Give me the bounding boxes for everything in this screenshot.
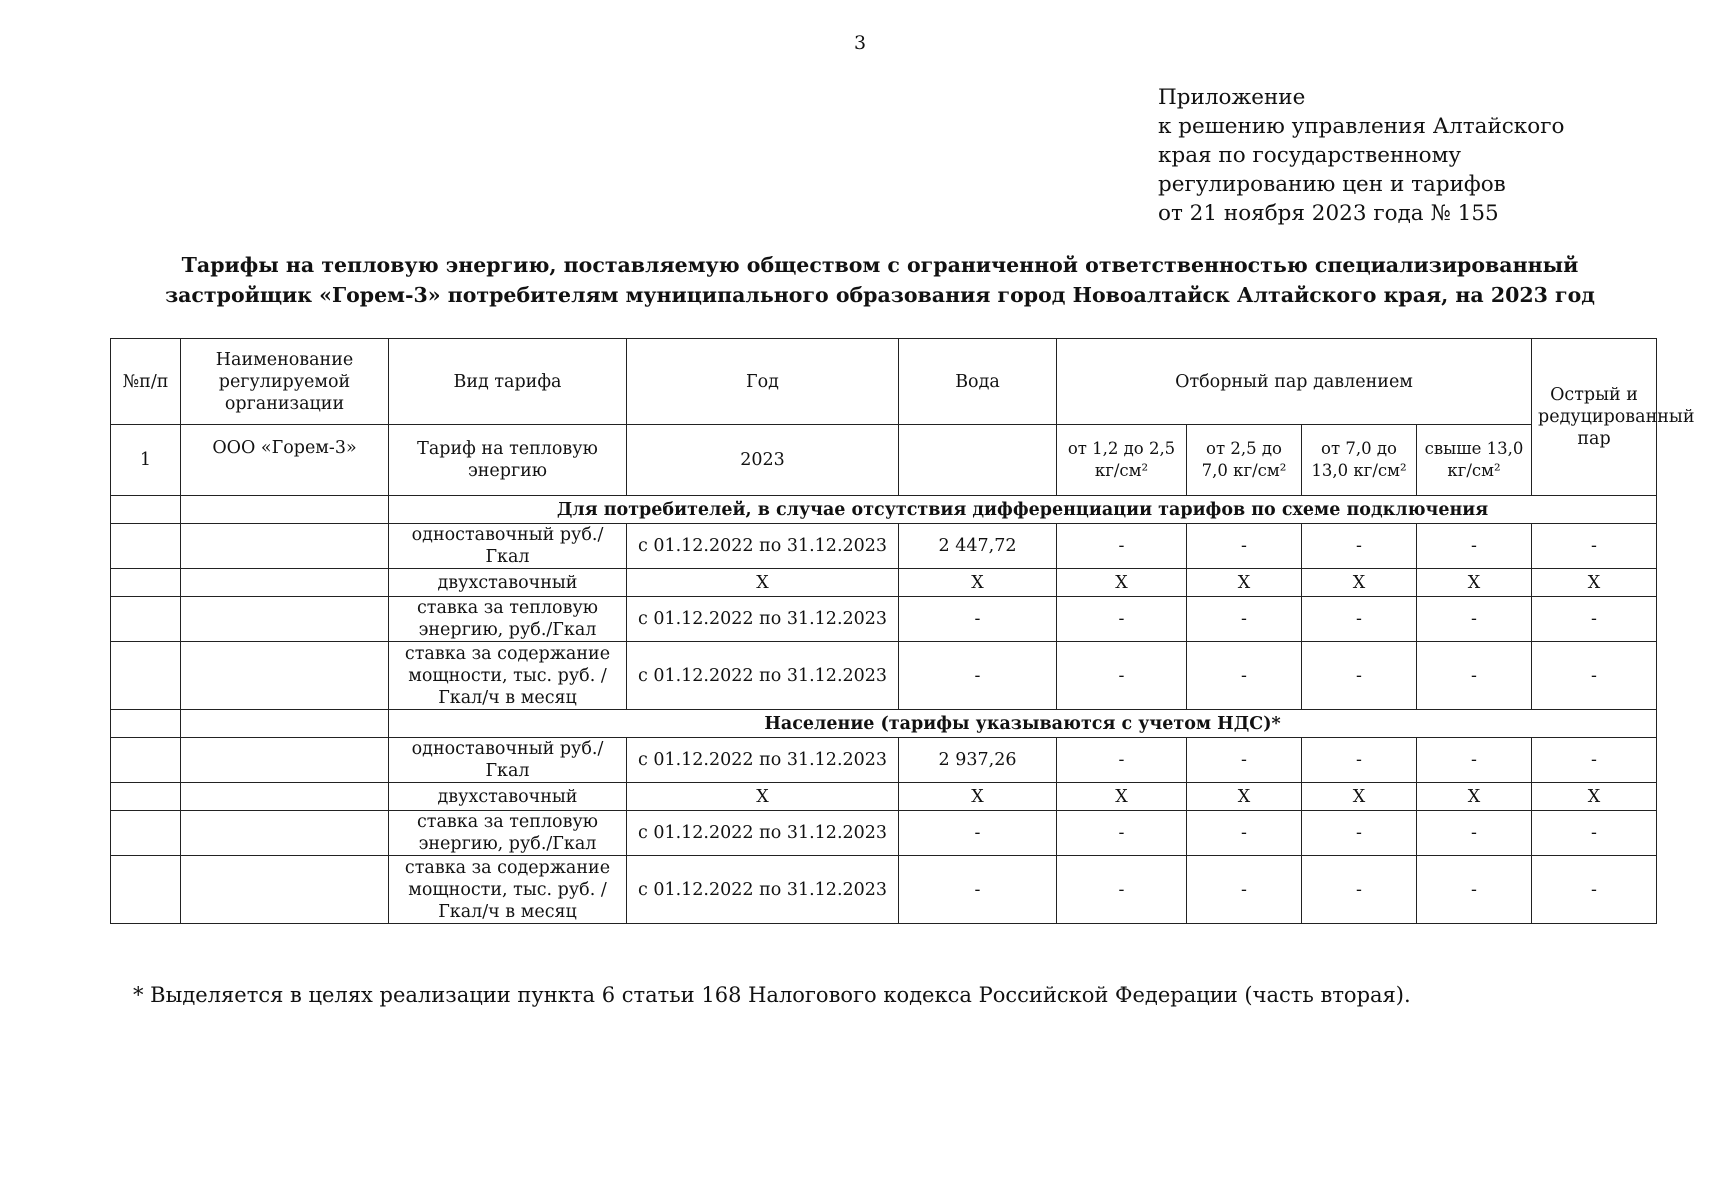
value-cell-s4: - — [1417, 738, 1532, 783]
empty-cell — [181, 811, 389, 856]
header-steam: Отборный пар давлением — [1057, 339, 1532, 425]
empty-cell — [111, 856, 181, 924]
table-row — [111, 783, 1657, 811]
header-steam-1: от 1,2 до 2,5 кг/см² — [1057, 425, 1187, 496]
org-row — [111, 425, 1657, 496]
value-cell-s2: - — [1187, 738, 1302, 783]
value-cell-water: - — [899, 811, 1057, 856]
value-cell-acute: - — [1532, 738, 1657, 783]
value-cell-period: X — [627, 569, 899, 597]
value-cell-water: - — [899, 856, 1057, 924]
empty-cell — [181, 642, 389, 710]
section-title: Для потребителей, в случае отсутствия дифференциации тарифов по схеме подключения — [389, 496, 1657, 524]
value-cell-acute: - — [1532, 524, 1657, 569]
empty-cell — [181, 597, 389, 642]
appendix-line: к решению управления Алтайского — [1158, 114, 1565, 139]
header-row — [111, 339, 1657, 425]
tariff-table — [110, 338, 1695, 924]
value-cell-period: с 01.12.2022 по 31.12.2023 — [627, 642, 899, 710]
sections-body — [111, 496, 1657, 924]
header-tariff-type: Вид тарифа — [389, 339, 627, 425]
header-num: №п/п — [111, 339, 181, 425]
value-cell-s3: - — [1302, 642, 1417, 710]
tariff-type-cell: одноставочный руб./Гкал — [389, 524, 627, 569]
value-cell-acute: - — [1532, 597, 1657, 642]
org-year: 2023 — [627, 425, 899, 496]
value-cell-water: - — [899, 642, 1057, 710]
value-cell-acute: X — [1532, 569, 1657, 597]
value-cell-s3: - — [1302, 856, 1417, 924]
empty-cell — [111, 783, 181, 811]
value-cell-period: с 01.12.2022 по 31.12.2023 — [627, 524, 899, 569]
value-cell-water: 2 447,72 — [899, 524, 1057, 569]
footnote: * Выделяется в целях реализации пункта 6 статьи 168 Налогового кодекса Российской Федерации (часть вторая). — [133, 983, 1411, 1007]
empty-cell — [181, 710, 389, 738]
empty-cell — [111, 569, 181, 597]
value-cell-period: с 01.12.2022 по 31.12.2023 — [627, 811, 899, 856]
value-cell-acute: - — [1532, 811, 1657, 856]
empty-cell — [111, 811, 181, 856]
value-cell-s3: X — [1302, 569, 1417, 597]
appendix-line: от 21 ноября 2023 года № 155 — [1158, 201, 1499, 226]
document-title — [110, 250, 1650, 310]
value-cell-period: с 01.12.2022 по 31.12.2023 — [627, 856, 899, 924]
table-row — [111, 597, 1657, 642]
table-row — [111, 738, 1657, 783]
header-steam-2: от 2,5 до 7,0 кг/см² — [1187, 425, 1302, 496]
value-cell-acute: X — [1532, 783, 1657, 811]
appendix-block — [1158, 83, 1564, 228]
empty-cell — [181, 524, 389, 569]
value-cell-s2: - — [1187, 524, 1302, 569]
tariff-type-cell: ставка за содержание мощности, тыс. руб. /Гкал/ч в месяц — [389, 856, 627, 924]
tariff-type-cell: ставка за содержание мощности, тыс. руб. /Гкал/ч в месяц — [389, 642, 627, 710]
value-cell-period: X — [627, 783, 899, 811]
header-steam-4: свыше 13,0 кг/см² — [1417, 425, 1532, 496]
empty-cell — [181, 496, 389, 524]
title-line: застройщик «Горем-3» потребителям муниципального образования город Новоалтайск Алтайского края, на 2023 год — [165, 283, 1595, 307]
value-cell-s2: X — [1187, 783, 1302, 811]
value-cell-s1: - — [1057, 811, 1187, 856]
empty-cell — [181, 856, 389, 924]
empty-cell — [111, 642, 181, 710]
empty-cell — [181, 738, 389, 783]
appendix-line: края по государственному — [1158, 143, 1461, 168]
org-num: 1 — [111, 425, 181, 496]
header-org: Наименование регулируемой организации — [181, 339, 389, 425]
tariff-type-cell: ставка за тепловую энергию, руб./Гкал — [389, 811, 627, 856]
value-cell-s3: - — [1302, 524, 1417, 569]
value-cell-s4: X — [1417, 569, 1532, 597]
value-cell-s4: - — [1417, 811, 1532, 856]
org-water — [899, 425, 1057, 496]
value-cell-s1: - — [1057, 597, 1187, 642]
page-number: 3 — [853, 32, 867, 54]
tariff-type-cell: двухставочный — [389, 783, 627, 811]
title-line: Тарифы на тепловую энергию, поставляемую обществом с ограниченной ответственностью специализированный — [181, 253, 1579, 277]
value-cell-s2: - — [1187, 856, 1302, 924]
header-acute-steam: Острый и редуцированный пар — [1532, 339, 1657, 496]
value-cell-s2: - — [1187, 642, 1302, 710]
org-tariff-type: Тариф на тепловую энергию — [389, 425, 627, 496]
tariff-type-cell: одноставочный руб./Гкал — [389, 738, 627, 783]
value-cell-water: - — [899, 597, 1057, 642]
empty-cell — [111, 524, 181, 569]
value-cell-s3: - — [1302, 738, 1417, 783]
value-cell-s1: X — [1057, 569, 1187, 597]
table-row — [111, 811, 1657, 856]
section-header-row — [111, 496, 1657, 524]
empty-cell — [181, 569, 389, 597]
section-header-row — [111, 710, 1657, 738]
table-row — [111, 856, 1657, 924]
value-cell-s1: - — [1057, 524, 1187, 569]
table-row — [111, 524, 1657, 569]
value-cell-s4: - — [1417, 524, 1532, 569]
header-year: Год — [627, 339, 899, 425]
empty-cell — [111, 597, 181, 642]
header-steam-3: от 7,0 до 13,0 кг/см² — [1302, 425, 1417, 496]
value-cell-s2: - — [1187, 811, 1302, 856]
value-cell-s1: - — [1057, 738, 1187, 783]
appendix-line: Приложение — [1158, 85, 1306, 110]
section-title: Население (тарифы указываются с учетом НДС)* — [389, 710, 1657, 738]
value-cell-period: с 01.12.2022 по 31.12.2023 — [627, 738, 899, 783]
value-cell-s4: - — [1417, 642, 1532, 710]
tariff-type-cell: двухставочный — [389, 569, 627, 597]
value-cell-s1: - — [1057, 856, 1187, 924]
value-cell-s3: - — [1302, 811, 1417, 856]
value-cell-s2: X — [1187, 569, 1302, 597]
value-cell-water: 2 937,26 — [899, 738, 1057, 783]
value-cell-acute: - — [1532, 856, 1657, 924]
value-cell-s1: X — [1057, 783, 1187, 811]
appendix-line: регулированию цен и тарифов — [1158, 172, 1506, 197]
org-name: ООО «Горем-3» — [181, 425, 389, 496]
empty-cell — [111, 496, 181, 524]
table-row — [111, 569, 1657, 597]
empty-cell — [111, 738, 181, 783]
value-cell-s4: X — [1417, 783, 1532, 811]
value-cell-s3: X — [1302, 783, 1417, 811]
tariff-type-cell: ставка за тепловую энергию, руб./Гкал — [389, 597, 627, 642]
value-cell-water: X — [899, 569, 1057, 597]
value-cell-s3: - — [1302, 597, 1417, 642]
value-cell-water: X — [899, 783, 1057, 811]
value-cell-s1: - — [1057, 642, 1187, 710]
value-cell-s2: - — [1187, 597, 1302, 642]
value-cell-period: с 01.12.2022 по 31.12.2023 — [627, 597, 899, 642]
header-water: Вода — [899, 339, 1057, 425]
empty-cell — [181, 783, 389, 811]
value-cell-s4: - — [1417, 856, 1532, 924]
value-cell-s4: - — [1417, 597, 1532, 642]
value-cell-acute: - — [1532, 642, 1657, 710]
table-row — [111, 642, 1657, 710]
empty-cell — [111, 710, 181, 738]
